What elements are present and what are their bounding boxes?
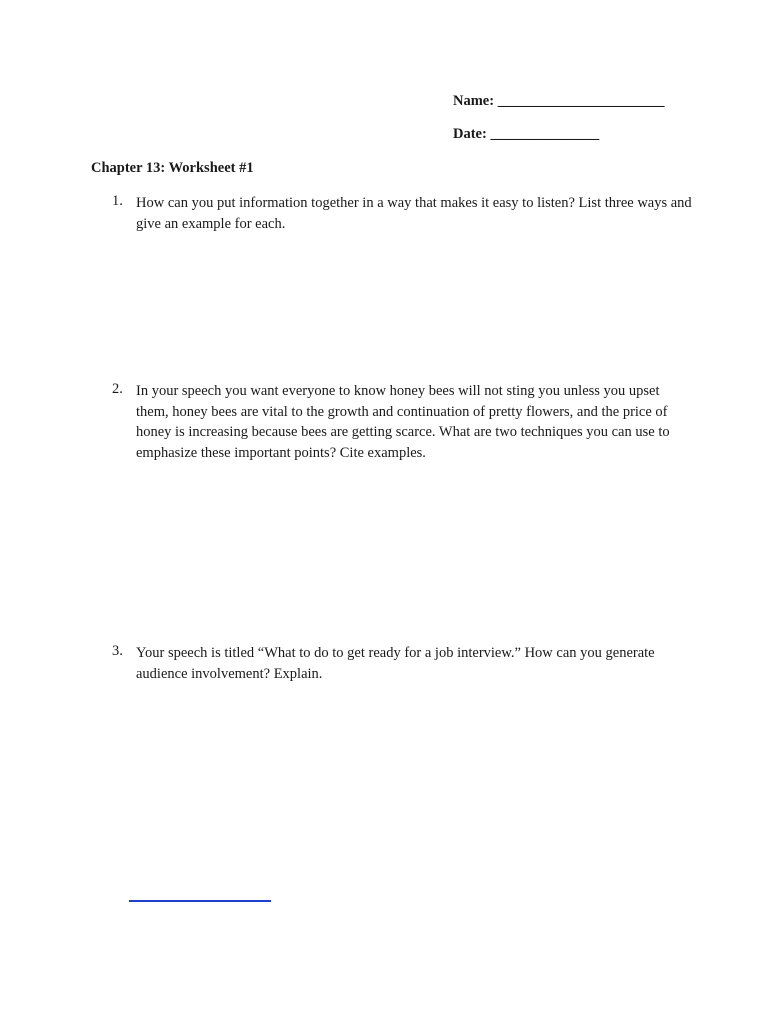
question-text: How can you put information together in a way that makes it easy to listen? List three ways and give an example for each. bbox=[136, 195, 692, 232]
date-field-line: Date: _______________ bbox=[453, 126, 600, 142]
link-underline[interactable] bbox=[129, 900, 271, 902]
question-number: 1. bbox=[112, 193, 123, 209]
question-text: In your speech you want everyone to know honey bees will not sting you unless you upset them, honey bees are vital to the growth and continuation of pretty flowers, and the price of honey is increasing because bees are getting scarce. What are two techniques you can use to emphasize these important points? Cite examples. bbox=[136, 383, 670, 461]
name-field-line: Name: _______________________ bbox=[453, 93, 665, 109]
question-number: 3. bbox=[112, 643, 123, 659]
worksheet-title: Chapter 13: Worksheet #1 bbox=[91, 160, 254, 176]
question-number: 2. bbox=[112, 381, 123, 397]
question-text: Your speech is titled “What to do to get ready for a job interview.” How can you generate audience involvement? Explain. bbox=[136, 645, 655, 682]
